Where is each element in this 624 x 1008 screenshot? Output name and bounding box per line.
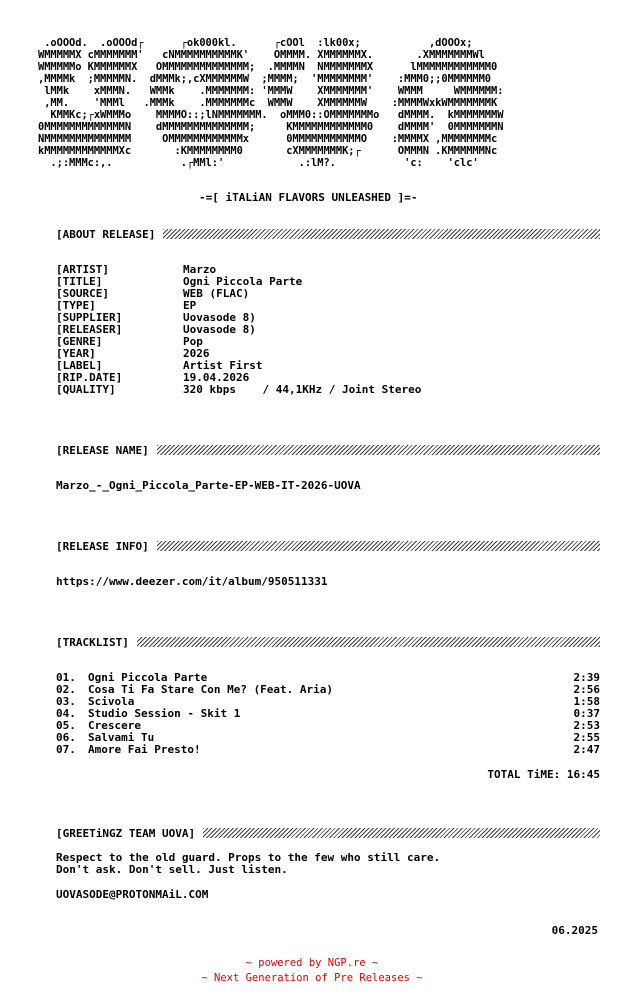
about-value: Ogni Piccola Parte [183, 275, 303, 288]
track-title: Crescere [88, 719, 141, 732]
track-number: 06. [56, 731, 76, 744]
release-name: Marzo_-_Ogni_Piccola_Parte-EP-WEB-IT-2026-UOVA [56, 479, 361, 492]
track-duration: 2:55 [573, 731, 600, 744]
section-divider [157, 445, 600, 455]
section-divider [157, 541, 600, 551]
section-label: [RELEASE INFO] [56, 539, 149, 553]
about-value: WEB (FLAC) [183, 287, 250, 300]
track-duration: 0:37 [573, 707, 600, 720]
about-key: [LABEL] [56, 359, 103, 372]
track-duration: 2:39 [573, 671, 600, 684]
about-key: [RIP.DATE] [56, 371, 123, 384]
section-label: [ABOUT RELEASE] [56, 227, 156, 241]
section-header-greetings [56, 826, 600, 840]
logo-line: WMMMMMX cMMMMMMM' cNMMMMMMMMMMK' OMMMM. XMMMMMMX. .XMMMMMMMWl [38, 49, 485, 61]
about-key: [SUPPLIER] [56, 311, 123, 324]
about-value: 320 kbps / 44,1KHz / Joint Stereo [183, 383, 422, 396]
track-number: 02. [56, 683, 76, 696]
about-row [56, 288, 421, 300]
logo-line: lMMk xMMMN. WMMk .MMMMMMM: 'MMMW XMMMMMMM' WMMM WMMMMMM: [38, 85, 504, 97]
logo-line: kMMMMMMMMMMMMXc :KMMMMMMMM0 cXMMMMMMMK;┌ OMMMN .KMMMMMMNc [38, 145, 498, 157]
about-value: EP [183, 299, 197, 312]
track-title: Scivola [88, 695, 135, 708]
track-duration: 2:47 [573, 743, 600, 756]
about-value: 19.04.2026 [183, 371, 250, 384]
about-value: Artist First [183, 359, 263, 372]
section-divider [137, 637, 600, 647]
about-key: [YEAR] [56, 347, 96, 360]
logo-line: 0MMMMMMMMMMMMMN dMMMMMMMMMMMMMM; KMMMMMMMMMMMM0 dMMMM' 0MMMMMMMN [38, 121, 504, 133]
section-header-release-name [56, 443, 600, 457]
track-duration: 2:53 [573, 719, 600, 732]
about-key: [QUALITY] [56, 383, 116, 396]
footer-tagline: ~ Next Generation of Pre Releases ~ [201, 972, 423, 984]
logo-line: KMMKc;┌xWMMMo MMMMO::;lNMMMMMMM. oMMM0::OMMMMMMMo dMMMM. kMMMMMMMW [38, 109, 504, 121]
logo-line: WMMMMMo KMMMMMMX OMMMMMMMMMMMMMM; .MMMMN NMMMMMMMX lMMMMMMMMMMMM0 [38, 61, 498, 73]
logo-line: ,MMMMk ;MMMMMN. dMMMk;,cXMMMMMMW ;MMMM; 'MMMMMMMM' :MMM0;;0MMMMMM0 [38, 73, 492, 85]
track-number: 07. [56, 743, 76, 756]
contact-email: UOVASODE@PROTONMAiL.COM [56, 888, 209, 901]
track-row [56, 684, 600, 696]
about-key: [GENRE] [56, 335, 103, 348]
about-value: Uovasode 8) [183, 323, 256, 336]
track-title: Salvami Tu [88, 731, 155, 744]
tracklist [56, 672, 600, 756]
track-title: Cosa Ti Fa Stare Con Me? (Feat. Aria) [88, 683, 334, 696]
section-header-about [56, 227, 600, 241]
about-key: [TYPE] [56, 299, 96, 312]
footer-powered-by: ~ powered by NGP.re ~ [245, 957, 379, 969]
section-label: [RELEASE NAME] [56, 443, 149, 457]
track-number: 04. [56, 707, 76, 720]
about-key: [ARTIST] [56, 263, 109, 276]
greetings-line: Respect to the old guard. Props to the few who still care. [56, 851, 441, 864]
track-number: 01. [56, 671, 76, 684]
greetings-text [56, 852, 440, 876]
track-title: Amore Fai Presto! [88, 743, 201, 756]
track-duration: 1:58 [573, 695, 600, 708]
logo-line: ,MM. 'MMMl .MMMk .MMMMMMMc WMMW XMMMMMMW :MMMMWxkWMMMMMMMK [38, 97, 498, 109]
about-key: [TITLE] [56, 275, 103, 288]
track-number: 03. [56, 695, 76, 708]
greetings-line: Don't ask. Don't sell. Just listen. [56, 863, 288, 876]
about-value: Uovasode 8) [183, 311, 256, 324]
about-value: Pop [183, 335, 203, 348]
section-divider [163, 229, 600, 239]
about-row [56, 384, 421, 396]
section-divider [203, 828, 600, 838]
logo-line: .;:MMMc:,. .┌MMl:' .:lM?. 'c: 'clc' [38, 157, 479, 169]
track-title: Ogni Piccola Parte [88, 671, 208, 684]
track-title: Studio Session - Skit 1 [88, 707, 241, 720]
section-label: [GREETiNGZ TEAM UOVA] [56, 826, 196, 840]
about-value: Marzo [183, 263, 217, 276]
about-value: 2026 [183, 347, 210, 360]
track-number: 05. [56, 719, 76, 732]
logo-line: .oOOOd. .oOOOd┌ ┌ok000kl. ┌cOOl :lk00x; ,dOOOx; [38, 37, 473, 49]
about-row [56, 336, 421, 348]
nfo-date: 06.2025 [551, 924, 598, 937]
ascii-logo [38, 37, 503, 169]
about-row [56, 324, 421, 336]
release-info-url: https://www.deezer.com/it/album/950511331 [56, 575, 328, 588]
section-header-tracklist [56, 635, 600, 649]
total-time: TOTAL TiME: 16:45 [487, 768, 600, 781]
tagline: -=[ iTALiAN FLAVORS UNLEASHED ]=- [199, 191, 418, 204]
section-header-release-info [56, 539, 600, 553]
about-key: [SOURCE] [56, 287, 109, 300]
section-label: [TRACKLIST] [56, 635, 129, 649]
track-duration: 2:56 [573, 683, 600, 696]
track-row [56, 744, 600, 756]
about-release-table [56, 264, 421, 396]
logo-line: NMMMMMMMMMMMMMM OMMMMMMMMMMMMx 0MMMMMMMMMMMO :MMMMX ,MMMMMMMMc [38, 133, 498, 145]
about-key: [RELEASER] [56, 323, 123, 336]
